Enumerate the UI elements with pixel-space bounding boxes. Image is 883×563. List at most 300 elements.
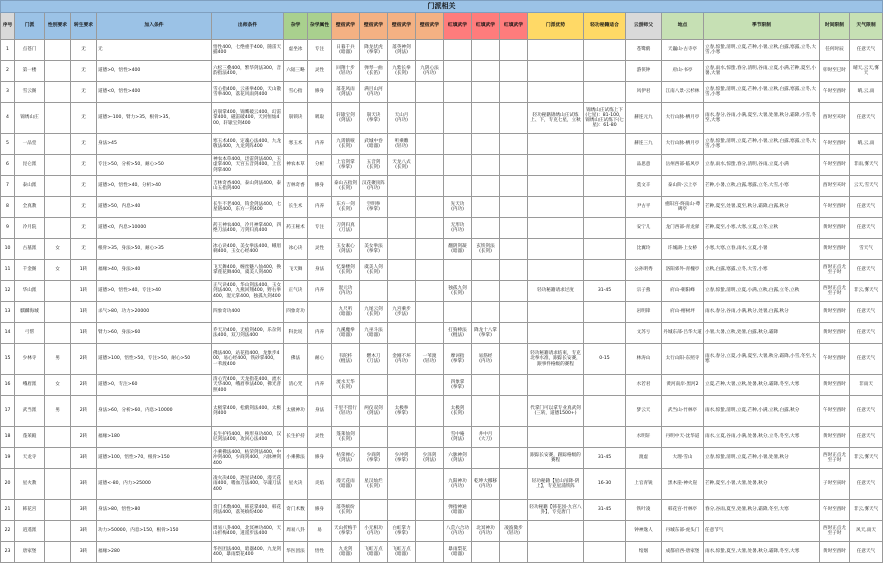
table-cell[interactable] — [416, 176, 444, 197]
table-cell[interactable]: 泰山派 — [15, 176, 45, 197]
table-cell[interactable]: 无 — [71, 239, 97, 260]
table-cell[interactable]: 吉林奇香400，泰山剑法400，泰山五指剑400 — [212, 176, 284, 197]
table-cell[interactable]: 枯荣禅心 (剑法) — [332, 448, 360, 469]
table-cell[interactable]: 太极神功 — [284, 396, 308, 427]
table-cell[interactable]: 道德<0，内息>10000 — [97, 218, 212, 239]
table-cell[interactable]: 17 — [1, 396, 15, 427]
table-cell[interactable]: 水明轩 — [626, 427, 662, 448]
table-cell[interactable]: 无 — [71, 82, 97, 103]
table-cell[interactable] — [584, 218, 626, 239]
table-cell[interactable]: 雪云阁 — [15, 82, 45, 103]
table-cell[interactable]: 轻功秘籍【韩花园-九宫八卦】，专克唐门 — [528, 500, 584, 521]
table-cell[interactable]: 佛法 — [284, 344, 308, 375]
table-cell[interactable]: 道德>0，悟性>40，分析>40 — [97, 176, 212, 197]
table-cell[interactable] — [388, 176, 416, 197]
table-cell[interactable]: 唐家堡 — [15, 542, 45, 563]
table-cell[interactable]: 10 — [1, 239, 15, 260]
table-cell[interactable]: 大理-雪山 — [662, 448, 704, 469]
table-cell[interactable]: 乾坤大挪移 (内功) — [472, 469, 500, 500]
table-cell[interactable]: 任意天气 — [850, 103, 883, 134]
table-cell[interactable]: 金刚不坏 (内功) — [388, 344, 416, 375]
table-cell[interactable]: 忆秦楼剑 (长剑) — [332, 260, 360, 281]
table-cell[interactable]: 内养 — [308, 134, 332, 155]
table-cell[interactable]: 芒种,小暑,立秋,白露,寒露,立冬,大雪,小寒 — [704, 176, 820, 197]
table-cell[interactable] — [472, 281, 500, 302]
table-cell[interactable]: 天龙寺 — [15, 448, 45, 469]
table-cell[interactable] — [500, 197, 528, 218]
table-cell[interactable]: 任意天气 — [850, 218, 883, 239]
table-cell[interactable]: 神农本草 — [284, 155, 308, 176]
table-cell[interactable]: 梦云天 — [626, 396, 662, 427]
table-cell[interactable]: 麒麟海城 — [15, 302, 45, 323]
table-cell[interactable]: 12 — [1, 281, 15, 302]
table-cell[interactable]: 成都府西-唐家堡 — [662, 542, 704, 563]
table-cell[interactable] — [472, 197, 500, 218]
table-cell[interactable]: 正气诀 — [284, 281, 308, 302]
table-cell[interactable]: 无 — [71, 155, 97, 176]
table-cell[interactable]: 日暮千兵 (暗器) — [332, 40, 360, 61]
table-cell[interactable] — [388, 281, 416, 302]
header-cell[interactable]: 杂学 — [284, 13, 308, 40]
table-cell[interactable] — [45, 302, 71, 323]
header-cell[interactable]: 云游师父 — [626, 13, 662, 40]
table-cell[interactable]: 杀气>80，功力>20000 — [97, 302, 212, 323]
table-cell[interactable]: 31-45 — [584, 448, 626, 469]
table-cell[interactable]: 千里不留行 (轻功) — [332, 396, 360, 427]
table-cell[interactable]: 道德>50，内息>40 — [97, 197, 212, 218]
table-cell[interactable]: 身法>60，分析>60，内息>10000 — [97, 396, 212, 427]
table-cell[interactable]: 女 — [45, 375, 71, 396]
table-cell[interactable] — [528, 302, 584, 323]
table-cell[interactable]: 易 — [308, 521, 332, 542]
table-cell[interactable] — [472, 134, 500, 155]
table-cell[interactable]: 两仪双剑 (剑法) — [360, 396, 388, 427]
table-cell[interactable]: 酉时正点尤至子时 — [820, 260, 850, 281]
table-cell[interactable] — [416, 469, 444, 500]
table-cell[interactable] — [528, 61, 584, 82]
table-cell[interactable]: 九阴心法 (内功) — [416, 61, 444, 82]
table-cell[interactable] — [584, 375, 626, 396]
table-cell[interactable]: 任意天气 — [850, 40, 883, 61]
table-cell[interactable]: 雪中庵 (剑法) — [444, 427, 472, 448]
table-cell[interactable]: 虚坐冰 — [284, 40, 308, 61]
table-cell[interactable]: 无形功 (内功) — [444, 218, 472, 239]
table-cell[interactable]: 易筋经 (内功) — [472, 344, 500, 375]
table-cell[interactable] — [472, 448, 500, 469]
table-cell[interactable] — [472, 218, 500, 239]
table-cell[interactable]: 6 — [1, 155, 15, 176]
header-cell[interactable]: 加入条件 — [97, 13, 212, 40]
table-cell[interactable]: 水若君 — [626, 375, 662, 396]
table-cell[interactable] — [45, 521, 71, 542]
table-cell[interactable]: 天巍山-古寺亭 — [662, 40, 704, 61]
table-cell[interactable] — [500, 396, 528, 427]
table-cell[interactable]: 无 — [71, 218, 97, 239]
table-cell[interactable] — [500, 82, 528, 103]
table-cell[interactable] — [500, 134, 528, 155]
header-cell[interactable]: 出师条件 — [212, 13, 284, 40]
table-cell[interactable]: 天龙八式 (长剑) — [388, 155, 416, 176]
table-cell[interactable]: 道德<0，悟性>400 — [97, 82, 212, 103]
table-cell[interactable]: 星火决 — [284, 469, 308, 500]
table-cell[interactable]: 福缘>40，身法>40 — [97, 260, 212, 281]
table-cell[interactable] — [360, 218, 388, 239]
table-cell[interactable]: 千金阁 — [15, 260, 45, 281]
table-cell[interactable] — [45, 427, 71, 448]
table-cell[interactable] — [444, 155, 472, 176]
table-cell[interactable]: 道德>100，悟性>50，专注>50，耐心>50 — [97, 344, 212, 375]
table-cell[interactable]: 内养 — [308, 375, 332, 396]
table-cell[interactable]: 太极掌400，松鹤剑法400，太极剑400 — [212, 396, 284, 427]
table-cell[interactable]: 点苍门 — [15, 40, 45, 61]
table-cell[interactable]: 一品堂 — [15, 134, 45, 155]
table-cell[interactable]: 府山-朝阳峰 — [662, 281, 704, 302]
table-cell[interactable] — [528, 375, 584, 396]
table-cell[interactable]: 黄时至酉时 — [820, 427, 850, 448]
table-cell[interactable]: 六韬三略 — [284, 61, 308, 82]
table-cell[interactable]: 1转 — [71, 302, 97, 323]
table-cell[interactable]: 安宁儿 — [626, 218, 662, 239]
table-cell[interactable]: 赫连元九 — [626, 103, 662, 134]
table-cell[interactable] — [528, 155, 584, 176]
table-cell[interactable]: 燃木刀 (刀法) — [360, 344, 388, 375]
table-cell[interactable]: 太行山阳-东照寺 — [662, 344, 704, 375]
table-cell[interactable]: 少泽剑 (剑法) — [416, 448, 444, 469]
table-cell[interactable] — [416, 375, 444, 396]
table-cell[interactable] — [472, 40, 500, 61]
table-cell[interactable] — [388, 82, 416, 103]
header-cell[interactable]: 红填武学 — [444, 13, 472, 40]
table-cell[interactable] — [472, 302, 500, 323]
table-cell[interactable]: 比翼玲 — [626, 239, 662, 260]
table-cell[interactable] — [472, 103, 500, 134]
table-cell[interactable]: 午时至酉时 — [820, 344, 850, 375]
table-cell[interactable] — [360, 500, 388, 521]
table-cell[interactable]: 六松三叠400，繁华剑法300，音韵指法400， — [212, 61, 284, 82]
table-cell[interactable]: 酉时至亥时 — [820, 176, 850, 197]
table-cell[interactable] — [584, 176, 626, 197]
table-cell[interactable] — [388, 500, 416, 521]
table-cell[interactable]: 小乘佛法 — [284, 448, 308, 469]
table-cell[interactable] — [416, 521, 444, 542]
table-cell[interactable]: 井中月 (大刀) — [472, 427, 500, 448]
table-cell[interactable] — [584, 427, 626, 448]
table-cell[interactable]: 九霄鹤唳 (长剑) — [332, 134, 360, 155]
table-cell[interactable] — [45, 176, 71, 197]
table-cell[interactable] — [584, 260, 626, 281]
table-cell[interactable]: 午时至酉时 — [820, 155, 850, 176]
table-cell[interactable]: 卯时至巳时 — [820, 61, 850, 82]
table-cell[interactable]: 黄时至酉时 — [820, 218, 850, 239]
table-cell[interactable]: 3转 — [71, 521, 97, 542]
table-cell[interactable]: 小无相功 (内功) — [360, 521, 388, 542]
table-cell[interactable]: 寒玉术 — [284, 134, 308, 155]
table-cell[interactable]: 功力>50000，内息>150，根骨>150 — [97, 521, 212, 542]
table-cell[interactable] — [528, 521, 584, 542]
table-cell[interactable]: 3转 — [71, 500, 97, 521]
table-cell[interactable]: 芒种,夏至,小寒,大寒,立夏,立冬,立秋 — [704, 218, 820, 239]
table-cell[interactable]: 流水天华 (长剑) — [332, 375, 360, 396]
table-cell[interactable]: 2 — [1, 61, 15, 82]
table-cell[interactable]: 非雨天 — [850, 375, 883, 396]
table-cell[interactable] — [416, 427, 444, 448]
table-cell[interactable]: 白虹掌力 (拳掌) — [388, 521, 416, 542]
table-cell[interactable] — [416, 260, 444, 281]
header-cell[interactable]: 壁宿武学 — [388, 13, 416, 40]
table-cell[interactable] — [500, 239, 528, 260]
table-cell[interactable] — [584, 396, 626, 427]
table-cell[interactable]: 非云,雾天气 — [850, 281, 883, 302]
table-cell[interactable] — [500, 500, 528, 521]
table-cell[interactable]: 3转 — [71, 448, 97, 469]
table-cell[interactable] — [416, 134, 444, 155]
table-cell[interactable]: 文苏亏 — [626, 323, 662, 344]
table-cell[interactable]: 2转 — [71, 344, 97, 375]
table-cell[interactable]: 内养 — [308, 323, 332, 344]
table-cell[interactable]: 道德>0，悟性>400 — [97, 61, 212, 82]
table-cell[interactable] — [416, 500, 444, 521]
table-cell[interactable] — [472, 542, 500, 563]
table-cell[interactable]: 任意天气 — [850, 302, 883, 323]
table-cell[interactable]: 黄时至酉时 — [820, 239, 850, 260]
table-cell[interactable]: 身法>45 — [97, 134, 212, 155]
table-cell[interactable]: 女 — [45, 260, 71, 281]
table-cell[interactable]: 分析 — [308, 155, 332, 176]
table-cell[interactable] — [45, 448, 71, 469]
table-cell[interactable]: 尹古平 — [626, 197, 662, 218]
table-cell[interactable]: 内养 — [308, 197, 332, 218]
table-cell[interactable]: 非雨,雾天气 — [850, 155, 883, 176]
table-cell[interactable]: 摩诃指 (拳掌) — [444, 344, 472, 375]
table-cell[interactable]: 上官剑掌 (拳掌) — [332, 155, 360, 176]
table-cell[interactable]: 玄铁剑法 (长剑) — [472, 239, 500, 260]
table-cell[interactable]: 任意节气 — [704, 521, 820, 542]
table-cell[interactable]: 洛阳郊外-青槐亭 — [662, 260, 704, 281]
table-cell[interactable] — [45, 542, 71, 563]
table-cell[interactable] — [45, 218, 71, 239]
table-cell[interactable]: 清心咒400，天龙指花400，流水天华400，峨眉拳法400，佛光普照400 — [212, 375, 284, 396]
table-cell[interactable]: 府山-书亭 — [662, 61, 704, 82]
table-cell[interactable]: 飞天舞 — [284, 260, 308, 281]
table-cell[interactable]: 道德>0，悟性>40，专注>40 — [97, 281, 212, 302]
table-cell[interactable]: 轻功秘籍请求结束，专克北拳水准，跟踪长安赛，跟事件格级的赛程 — [528, 344, 584, 375]
table-cell[interactable] — [500, 218, 528, 239]
table-cell[interactable]: 芒种,夏至,小暑,大暑,处暑,秋分 — [704, 469, 820, 500]
table-cell[interactable] — [500, 260, 528, 281]
table-cell[interactable] — [584, 542, 626, 563]
table-cell[interactable]: 奇门术数400，韩花掌400，韩花剑法400，落英缤纷400 — [212, 500, 284, 521]
table-cell[interactable] — [45, 40, 71, 61]
table-cell[interactable]: 四象奇功 — [284, 302, 308, 323]
table-cell[interactable]: 立春,惊蛰,清明,立夏,芒种,小暑,立秋,白露,寒露,立冬,大雪,小寒 — [704, 82, 820, 103]
header-cell[interactable]: 门派 — [15, 13, 45, 40]
table-cell[interactable] — [416, 323, 444, 344]
table-cell[interactable]: 八荒六合功 (内功) — [444, 521, 472, 542]
table-cell[interactable]: 轻功秘籍请求过度 — [528, 281, 584, 302]
table-cell[interactable]: 莫文辛 — [626, 176, 662, 197]
table-cell[interactable]: 炎焰 — [308, 469, 332, 500]
table-cell[interactable]: 男 — [45, 344, 71, 375]
table-cell[interactable]: 刀剑归真 (刀法) — [332, 218, 360, 239]
table-cell[interactable] — [584, 40, 626, 61]
table-cell[interactable]: 4 — [1, 103, 15, 134]
table-cell[interactable]: 立秋,白露,寒露,立冬,大雪,小寒 — [704, 260, 820, 281]
table-cell[interactable]: 20 — [1, 469, 15, 500]
table-cell[interactable]: 岩明锋 — [626, 302, 662, 323]
table-cell[interactable]: 1 — [1, 40, 15, 61]
table-cell[interactable]: 翻阴剑凝 (暗器) — [444, 239, 472, 260]
table-cell[interactable] — [444, 82, 472, 103]
table-cell[interactable]: 小暑,大暑,立秋,处暑,白露,秋分,霜降 — [704, 323, 820, 344]
table-cell[interactable]: 华医团法400，暗器400，九龙剑400，暴雨梨花400 — [212, 542, 284, 563]
table-cell[interactable] — [45, 61, 71, 82]
header-cell[interactable]: 季节限制 — [704, 13, 820, 40]
table-cell[interactable]: 灵性 — [308, 239, 332, 260]
table-cell[interactable]: 锦绣山庄试练上下(七星)：81-100，锦绣山庄试练下(七星)：61-80 — [584, 103, 626, 134]
table-cell[interactable] — [388, 375, 416, 396]
table-cell[interactable] — [308, 302, 332, 323]
table-cell[interactable] — [444, 103, 472, 134]
table-cell[interactable] — [45, 82, 71, 103]
table-cell[interactable]: 韦陀杵 (棍法) — [332, 344, 360, 375]
table-cell[interactable]: 冰心诀 — [284, 239, 308, 260]
table-cell[interactable]: 逍遥派 — [15, 521, 45, 542]
table-cell[interactable]: 雪心指400，云雀拳400，天山散雪拳400，落花风雨剑400 — [212, 82, 284, 103]
table-cell[interactable]: 修身 — [308, 500, 332, 521]
table-cell[interactable]: 药王神农400，冷月神掌400，四绝刀法400，刀剑归真400 — [212, 218, 284, 239]
table-cell[interactable]: 长生不老400，钩金剑法400，七星链400，东方一剑400 — [212, 197, 284, 218]
table-cell[interactable]: 1转 — [71, 281, 97, 302]
table-cell[interactable]: 岩崩掌400，锦鹰破云400，幻雷掌400，磁雷破400，天河恒灿400，轩辕宝剑400 — [212, 103, 284, 134]
header-cell[interactable]: 壁宿武学 — [416, 13, 444, 40]
table-cell[interactable]: 臂力>60，身法>60 — [97, 323, 212, 344]
table-cell[interactable] — [472, 396, 500, 427]
table-cell[interactable] — [444, 302, 472, 323]
table-cell[interactable] — [472, 260, 500, 281]
table-cell[interactable]: 雨水,惊蛰,夏至,大暑,处暑,秋分,霜降,冬至,大寒 — [704, 542, 820, 563]
table-cell[interactable]: 九阳神功 (内功) — [444, 469, 472, 500]
table-cell[interactable]: 18 — [1, 427, 15, 448]
table-cell[interactable]: 清心咒 — [284, 375, 308, 396]
table-cell[interactable]: 第一楼 — [15, 61, 45, 82]
table-cell[interactable]: 道德>100，悟性>70，根骨>150 — [97, 448, 212, 469]
table-cell[interactable]: 灵性 — [308, 427, 332, 448]
table-cell[interactable]: 空明拳 (拳掌) — [360, 197, 388, 218]
table-cell[interactable] — [416, 302, 444, 323]
table-cell[interactable]: 华山派 — [15, 281, 45, 302]
table-cell[interactable] — [388, 469, 416, 500]
table-cell[interactable]: 黄时至酉时 — [820, 542, 850, 563]
table-cell[interactable]: 凌火决400，逐星诀400，漫天花雨400，嗜血刀法400，夺魂刀法400 — [212, 469, 284, 500]
table-cell[interactable]: 3转 — [71, 542, 97, 563]
table-cell[interactable]: 立春,雨水,惊蛰,春分,清明,谷雨,立夏,小满,芒种,夏至,小暑,大暑 — [704, 61, 820, 82]
table-cell[interactable]: 苍鹭鹤 — [626, 40, 662, 61]
table-cell[interactable]: 立春,惊蛰,清明,立夏,芒种,小暑,处暑,秋分 — [704, 448, 820, 469]
table-cell[interactable] — [388, 218, 416, 239]
table-cell[interactable]: 五音剑 (长剑) — [360, 155, 388, 176]
table-cell[interactable] — [500, 542, 528, 563]
table-cell[interactable]: 午时至酉时 — [820, 134, 850, 155]
table-cell[interactable] — [500, 323, 528, 344]
table-cell[interactable] — [500, 103, 528, 134]
table-cell[interactable] — [416, 40, 444, 61]
table-cell[interactable] — [45, 197, 71, 218]
table-cell[interactable] — [416, 197, 444, 218]
table-cell[interactable]: 蓬莱殿 — [15, 427, 45, 448]
table-cell[interactable]: 江南八景-云杉林 — [662, 82, 704, 103]
table-cell[interactable]: 回翔十步 (轻功) — [332, 61, 360, 82]
table-cell[interactable]: 轻功秘籍锦绣山庄试练上、下，专克七星，立秋 — [528, 103, 584, 134]
table-cell[interactable] — [528, 197, 584, 218]
table-cell[interactable]: 任何时辰 — [820, 40, 850, 61]
table-cell[interactable]: 长生护持400，换形身功400，汉尼剑法400，攻回心法400 — [212, 427, 284, 448]
table-cell[interactable]: 六脉神剑 (剑法) — [444, 448, 472, 469]
table-cell[interactable]: 16-30 — [584, 469, 626, 500]
table-cell[interactable]: 弹指神通 (暗器) — [444, 500, 472, 521]
table-cell[interactable]: 午时至酉时 — [820, 197, 850, 218]
table-cell[interactable]: 独孤九剑 (长剑) — [444, 281, 472, 302]
table-cell[interactable]: 吸取 — [308, 103, 332, 134]
table-cell[interactable]: 少林寺 — [15, 344, 45, 375]
table-cell[interactable]: 晴,云,雨 — [850, 82, 883, 103]
table-cell[interactable]: 弹琴一曲 (长笛) — [360, 61, 388, 82]
table-cell[interactable]: 崩天诀 (拳掌) — [360, 103, 388, 134]
table-cell[interactable] — [500, 344, 528, 375]
table-cell[interactable]: 满目山河 (内功) — [360, 82, 388, 103]
table-cell[interactable]: 无 — [97, 40, 212, 61]
table-cell[interactable]: 19 — [1, 448, 15, 469]
table-cell[interactable]: 冷月院 — [15, 218, 45, 239]
table-cell[interactable]: 降龙十八掌 (拳掌) — [472, 323, 500, 344]
table-cell[interactable]: 修身 — [308, 448, 332, 469]
table-cell[interactable]: 崩锁诀 — [284, 103, 308, 134]
table-cell[interactable] — [584, 82, 626, 103]
table-cell[interactable]: 专注>50，分析>50，耐心>50 — [97, 155, 212, 176]
table-cell[interactable]: 道德<-80，内力>25000 — [97, 469, 212, 500]
table-cell[interactable]: 男 — [45, 396, 71, 427]
table-cell[interactable] — [528, 82, 584, 103]
table-cell[interactable]: 耐心 — [308, 344, 332, 375]
table-cell[interactable]: 赫连三九 — [626, 134, 662, 155]
table-cell[interactable] — [45, 281, 71, 302]
table-cell[interactable]: 立春,惊蛰,清明,立夏,小满,立秋,白露,立冬,立秋 — [704, 281, 820, 302]
table-cell[interactable]: 风伊君 — [626, 82, 662, 103]
table-cell[interactable]: 飞虹万点 (暗器) — [360, 542, 388, 563]
table-cell[interactable] — [500, 427, 528, 448]
table-cell[interactable]: 丹城东部-虎头门 — [662, 521, 704, 542]
table-cell[interactable] — [388, 427, 416, 448]
table-cell[interactable]: 任意天气 — [850, 197, 883, 218]
table-cell[interactable]: 任意天气 — [850, 396, 883, 427]
table-cell[interactable]: 2转 — [71, 427, 97, 448]
table-cell[interactable]: 乔天功400，无痕剑400，乐杂剑法400，双刀剑法400 — [212, 323, 284, 344]
table-cell[interactable]: 丹明中天-沈华道 — [662, 427, 704, 448]
table-cell[interactable]: 风天,雨天 — [850, 521, 883, 542]
table-cell[interactable]: 23 — [1, 542, 15, 563]
table-cell[interactable]: 许城湖-上女桥 — [662, 239, 704, 260]
header-cell[interactable]: 性别要求 — [45, 13, 71, 40]
table-cell[interactable]: 飞虹万点 (暗器) — [388, 542, 416, 563]
table-cell[interactable]: 小寒,大寒,立春,雨水,立夏,小暑 — [704, 239, 820, 260]
table-cell[interactable] — [416, 155, 444, 176]
table-cell[interactable] — [360, 375, 388, 396]
table-cell[interactable]: 泰山阶-云上亭 — [662, 176, 704, 197]
table-cell[interactable]: 跟踪长安赛，跟踪格级的赛程 — [528, 448, 584, 469]
table-cell[interactable] — [360, 427, 388, 448]
table-cell[interactable]: 听乘雕 (轻功) — [388, 134, 416, 155]
table-cell[interactable] — [584, 155, 626, 176]
table-cell[interactable]: 修身 — [308, 82, 332, 103]
